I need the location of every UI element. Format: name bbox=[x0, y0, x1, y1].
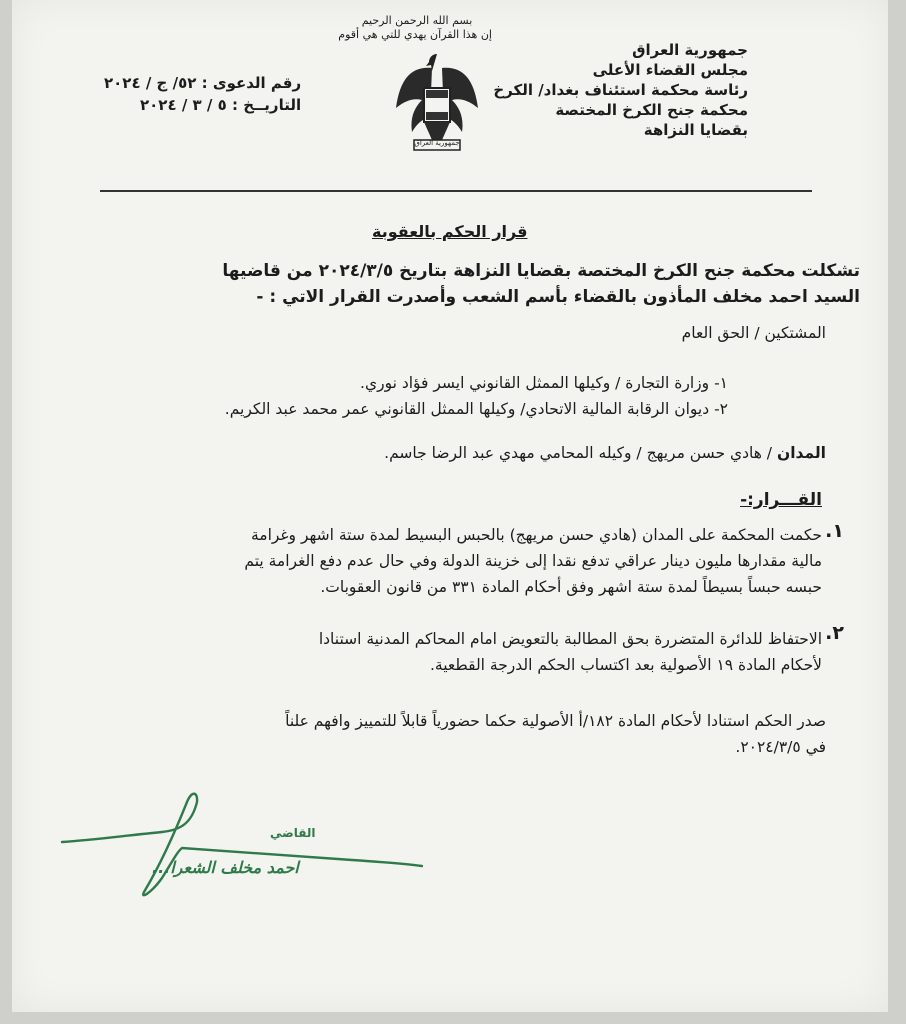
convicted-text: / هادي حسن مريهج / وكيله المحامي مهدي عبد الرضا جاسم. bbox=[384, 444, 773, 462]
case-date: التاريــخ : ٥ / ٣ / ٢٠٢٤ bbox=[139, 96, 302, 114]
convicted-label: المدان bbox=[776, 444, 826, 462]
complainant-item-1: ١- وزارة التجارة / وكيلها الممثل القانوني ايسر فؤاد نوري. bbox=[360, 374, 728, 392]
complainants-label: المشتكين / الحق العام bbox=[681, 324, 826, 342]
decision-item-1-number: ١. bbox=[825, 520, 844, 542]
issuer-line-2: مجلس القضاء الأعلى bbox=[592, 61, 748, 79]
emblem-label: جمهورية العراق bbox=[414, 139, 460, 147]
issuer-line-1: جمهورية العراق bbox=[632, 41, 748, 59]
intro-line-1: تشكلت محكمة جنح الكرخ المختصة بقضايا النزاهة بتاريخ ٢٠٢٤/٣/٥ من قاضيها bbox=[222, 261, 860, 281]
case-info-block bbox=[104, 72, 301, 116]
decision-heading: القـــرار:- bbox=[740, 490, 822, 510]
decision-item-1-line-3: حبسه حبساً بسيطاً لمدة ستة اشهر وفق أحكام المادة ٣٣١ من قانون العقوبات. bbox=[320, 578, 822, 596]
intro-line-2: السيد احمد مخلف المأذون بالقضاء بأسم الشعب وأصدرت القرار الاتي : - bbox=[256, 287, 860, 307]
header-divider bbox=[100, 190, 812, 192]
issuer-block bbox=[493, 40, 748, 140]
judge-title: القاضي bbox=[270, 826, 316, 840]
signature-stroke-icon bbox=[52, 782, 432, 912]
complainant-item-2: ٢- ديوان الرقابة المالية الاتحادي/ وكيلها الممثل القانوني عمر محمد عبد الكريم. bbox=[224, 400, 728, 418]
convicted-line bbox=[384, 440, 826, 466]
basmala: بسم الله الرحمن الرحيم bbox=[361, 14, 473, 27]
verse: إن هذا القرآن يهدي للتي هي أقوم bbox=[338, 28, 492, 41]
decision-item-2-number: ٢. bbox=[825, 622, 844, 644]
decision-item-1-line-2: مالية مقدارها مليون دينار عراقي تدفع نقدا إلى خزينة الدولة وفي حال عدم دفع الغرامة يتم bbox=[244, 552, 822, 570]
decision-item-2-line-1: الاحتفاظ للدائرة المتضررة بحق المطالبة بالتعويض امام المحاكم المدنية استنادا bbox=[318, 630, 822, 648]
document-title: قرار الحكم بالعقوبة bbox=[372, 222, 528, 241]
closing-line-2: في ٢٠٢٤/٣/٥. bbox=[735, 738, 826, 756]
issuer-line-4: محكمة جنح الكرخ المختصة bbox=[555, 101, 748, 119]
judge-name: احمد مخلف الشعرا... bbox=[152, 858, 299, 877]
case-number: رقم الدعوى : ٥٢/ ج / ٢٠٢٤ bbox=[104, 74, 302, 92]
document-page bbox=[12, 0, 888, 1012]
issuer-line-5: بقضايا النزاهة bbox=[643, 121, 748, 139]
issuer-line-3: رئاسة محكمة استئناف بغداد/ الكرخ bbox=[493, 81, 748, 99]
closing-line-1: صدر الحكم استنادا لأحكام المادة ١٨٢/أ الأصولية حكما حضورياً قابلاً للتمييز وافهم علناً bbox=[285, 712, 826, 730]
decision-item-1-line-1: حكمت المحكمة على المدان (هادي حسن مريهج) بالحبس البسيط لمدة ستة اشهر وغرامة bbox=[250, 526, 822, 544]
basmala-block bbox=[338, 14, 492, 42]
decision-item-2-line-2: لأحكام المادة ١٩ الأصولية بعد اكتساب الحكم الدرجة القطعية. bbox=[430, 656, 822, 674]
